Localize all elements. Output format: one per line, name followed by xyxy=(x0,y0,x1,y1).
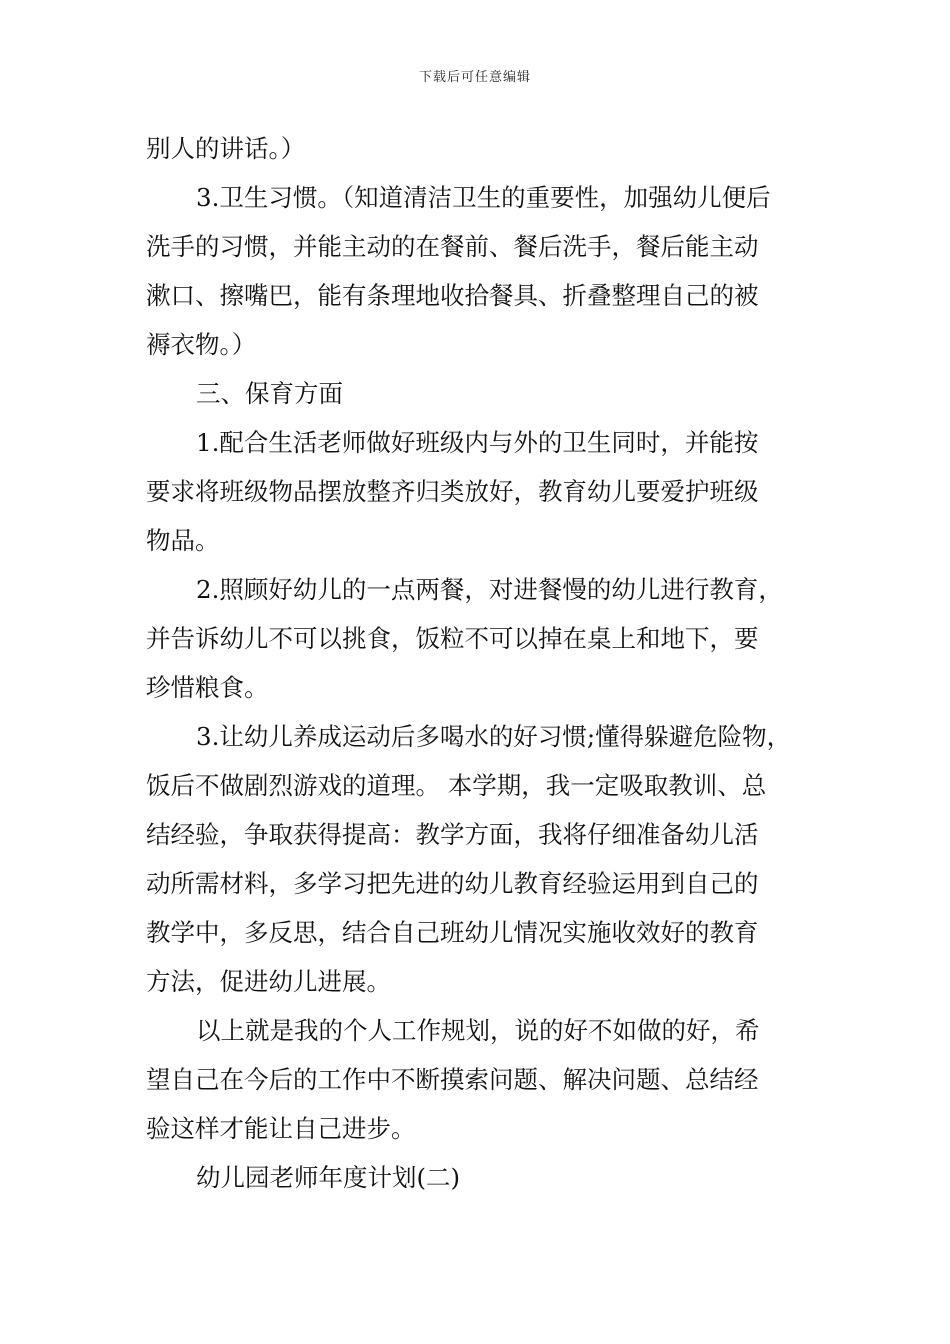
text-line: 别人的讲话。） xyxy=(146,134,306,163)
text-line: 2.照顾好幼儿的一点两餐，对进餐慢的幼儿进行教育， xyxy=(196,575,783,604)
document-subtitle: 幼儿园老师年度计划(二) xyxy=(196,1163,461,1192)
text-line: 漱口、擦嘴巴，能有条理地收拾餐具、折叠整理自己的被 xyxy=(146,281,759,310)
text-line: 教学中，多反思，结合自己班幼儿情况实施收效好的教育 xyxy=(146,918,759,947)
text-line: 珍惜粮食。 xyxy=(146,673,269,702)
text-line: 方法，促进幼儿进展。 xyxy=(146,967,391,996)
page-header-note: 下载后可任意编辑 xyxy=(418,70,531,85)
text-line: 并告诉幼儿不可以挑食，饭粒不可以掉在桌上和地下，要 xyxy=(146,624,759,653)
text-line: 验这样才能让自己进步。 xyxy=(146,1114,416,1143)
text-line: 3.卫生习惯。（知道清洁卫生的重要性，加强幼儿便后 xyxy=(196,183,771,212)
text-line: 褥衣物。） xyxy=(146,330,257,359)
text-line: 以上就是我的个人工作规划，说的好不如做的好，希 xyxy=(196,1016,760,1045)
text-line: 1.配合生活老师做好班级内与外的卫生同时，并能按 xyxy=(196,428,759,457)
text-line: 饭后不做剧烈游戏的道理。 本学期，我一定吸取教训、总 xyxy=(146,771,767,800)
text-line: 物品。 xyxy=(146,526,220,555)
text-line: 动所需材料，多学习把先进的幼儿教育经验运用到自己的 xyxy=(146,869,759,898)
text-line: 洗手的习惯，并能主动的在餐前、餐后洗手，餐后能主动 xyxy=(146,232,759,261)
text-line: 3.让幼儿养成运动后多喝水的好习惯;懂得躲避危险物， xyxy=(196,722,792,751)
section-heading: 三、保育方面 xyxy=(196,379,343,408)
text-line: 望自己在今后的工作中不断摸索问题、解决问题、总结经 xyxy=(146,1065,759,1094)
text-line: 要求将班级物品摆放整齐归类放好，教育幼儿要爱护班级 xyxy=(146,477,759,506)
document-body xyxy=(146,124,810,1202)
text-line: 结经验，争取获得提高：教学方面，我将仔细准备幼儿活 xyxy=(146,820,759,849)
